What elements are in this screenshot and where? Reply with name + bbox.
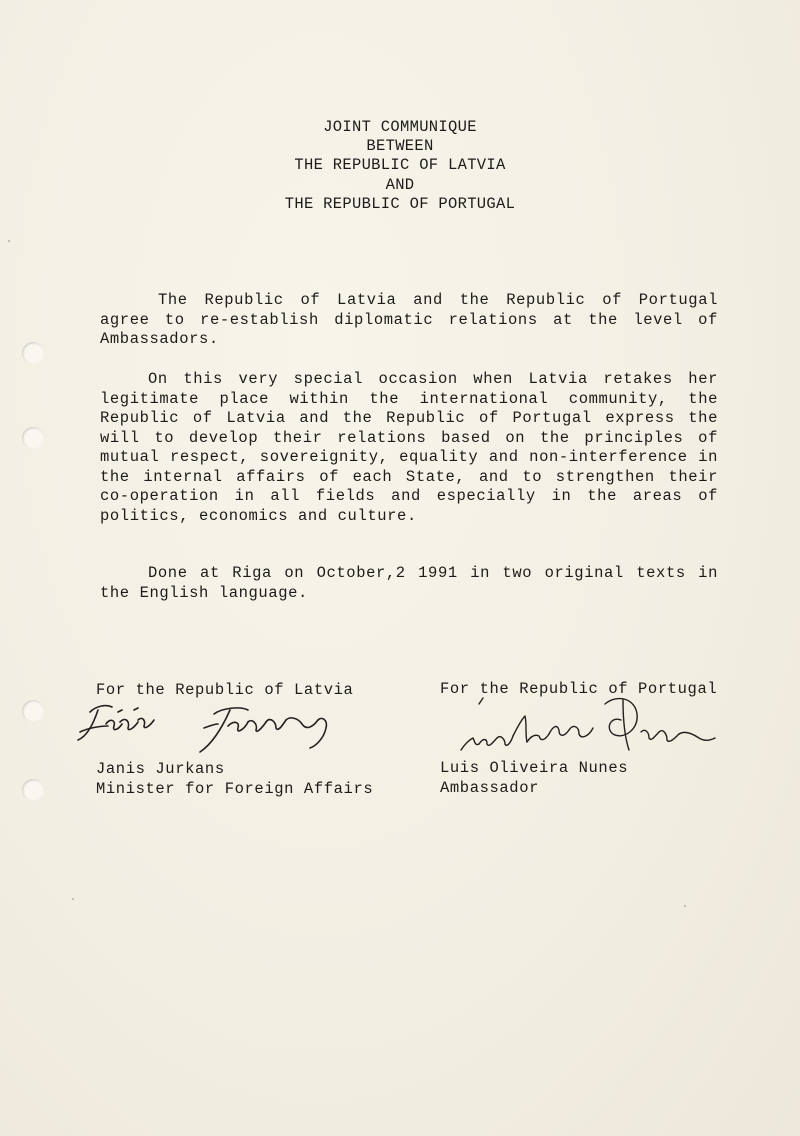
paper-speck — [8, 240, 10, 242]
punch-hole — [22, 427, 44, 449]
punch-hole — [22, 779, 44, 801]
document-title — [0, 118, 800, 214]
paragraph-agreement: The Republic of Latvia and the Republic of Portugal agree to re-establish diplomatic relations at the level of Ambassadors. — [100, 291, 718, 348]
portugal-signatory-title: Ambassador — [440, 778, 540, 797]
title-line: AND — [385, 175, 415, 194]
latvia-heading: For the Republic of Latvia — [96, 681, 354, 699]
paragraph-done-at: Done at Riga on October,2 1991 in two original texts in the English language. — [100, 564, 718, 602]
portugal-signatory-name: Luis Oliveira Nunes — [440, 759, 629, 777]
punch-hole — [22, 342, 44, 364]
portugal-handwritten-signature — [455, 690, 725, 760]
title-line: JOINT COMMUNIQUE — [323, 118, 477, 136]
paragraph-principles: On this very special occasion when Latvia retakes her legitimate place within the international community, the Republic of Latvia and the Republic of Portugal express the will to develop their relations based on the principles of mutual respect, sovereignity, equality and non-interference in the internal affairs of each State, and to strengthen their co-operation in all fields and especially in the areas of politics, economics and culture. — [100, 370, 718, 525]
paper-speck — [72, 898, 74, 900]
punch-hole — [22, 700, 44, 722]
latvia-handwritten-signature — [72, 698, 342, 760]
portugal-heading: For the Republic of Portugal — [440, 680, 718, 698]
paper-speck — [684, 905, 686, 907]
latvia-signatory-title: Minister for Foreign Affairs — [96, 779, 374, 798]
portugal-signatory — [440, 759, 628, 798]
latvia-signatory — [96, 760, 373, 799]
title-line: BETWEEN — [366, 137, 434, 156]
title-line: THE REPUBLIC OF LATVIA — [294, 156, 506, 175]
latvia-signatory-name: Janis Jurkans — [96, 760, 225, 778]
title-line: THE REPUBLIC OF PORTUGAL — [284, 194, 516, 213]
